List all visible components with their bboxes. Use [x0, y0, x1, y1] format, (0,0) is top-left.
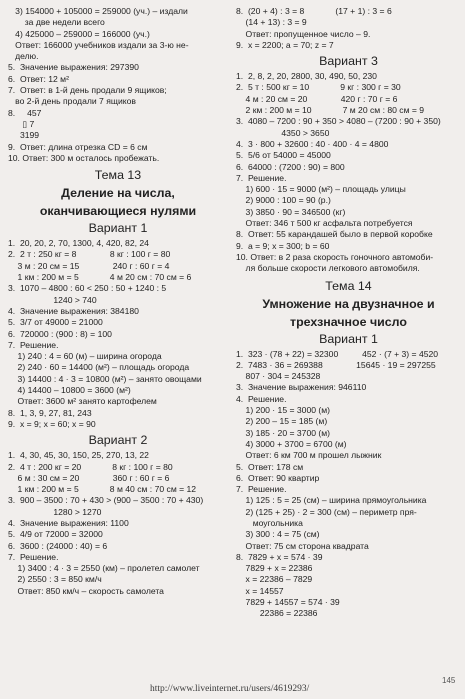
text-line: 4. Значение выражения: 1100 — [8, 517, 129, 528]
text-line: Ответ: 75 см сторона квадрата — [236, 540, 369, 551]
text-line: 22386 = 22386 — [236, 608, 318, 619]
text-line: Ответ: 6 км 700 м прошел лыжник — [236, 450, 382, 461]
text-line: 8. 7829 + x = 574 · 39 — [236, 551, 323, 562]
text-line: 3) 154000 + 105000 = 259000 (уч.) – издали — [8, 6, 188, 16]
topic-title: Деление на числа, — [61, 186, 175, 201]
text-line: 6. 720000 : (900 : 8) = 100 — [8, 328, 112, 339]
watermark-url: http://www.liveinternet.ru/users/4619293/ — [150, 684, 310, 694]
text-line: 8. 457 — [8, 107, 42, 118]
text-line: 4 м : 20 см = 20 420 г : 70 г = 6 — [236, 93, 398, 104]
text-line: 4) 425000 – 259000 = 166000 (уч.) — [8, 28, 150, 39]
text-line: Ответ: 166000 учебников издали за 3-ю не- — [8, 39, 189, 50]
text-line: Ответ: 3600 м² занято картофелем — [8, 396, 157, 407]
text-line: 1) 200 · 15 = 3000 (м) — [236, 405, 331, 416]
topic-title: трехзначное число — [290, 314, 407, 329]
text-line: 1) 600 · 15 = 9000 (м²) – площадь улицы — [236, 184, 406, 195]
text-line: 4350 > 3650 — [236, 127, 330, 138]
text-line: 6. 64000 : (7200 : 90) = 800 — [236, 161, 345, 172]
left-column — [8, 6, 228, 597]
text-line: 1. 323 · (78 + 22) = 32300 452 · (7 + 3) = 4520 — [236, 348, 439, 359]
text-line: 807 · 304 = 245328 — [236, 371, 321, 382]
text-line: моугольника — [236, 517, 303, 528]
text-line: 1) 125 : 5 = 25 (см) – ширина прямоугольника — [236, 495, 427, 506]
text-line: 7. Решение. — [236, 484, 287, 495]
text-line: 3. Значение выражения: 946110 — [236, 382, 367, 393]
text-line: делю. — [8, 51, 39, 62]
text-line: 1. 4, 30, 45, 30, 150, 25, 270, 13, 22 — [8, 450, 149, 461]
text-line: 4. Решение. — [236, 393, 287, 404]
variant-heading: Вариант 1 — [88, 221, 148, 236]
text-line: 3) 300 : 4 = 75 (см) — [236, 529, 320, 540]
text-line: 6 м : 30 см = 20 360 г : 60 г = 6 — [8, 472, 170, 483]
text-line: 2) 200 – 15 = 185 (м) — [236, 416, 328, 427]
variant-heading: Вариант 1 — [319, 331, 378, 346]
text-line: 6. 3600 : (24000 : 40) = 6 — [8, 540, 108, 551]
text-line: 3. 900 – 3500 : 70 + 430 > (900 – 3500 : 70 + 430) — [8, 495, 204, 506]
text-line: 2. 7483 · 36 = 269388 15645 · 19 = 297255 — [236, 359, 436, 370]
text-line: 1) 3400 : 4 · 3 = 2550 (км) – пролетел самолет — [8, 563, 200, 574]
text-line: 9. a = 9; x = 300; b = 60 — [236, 240, 330, 251]
text-line: 3. 1070 – 4800 : 60 < 250 : 50 + 1240 : 5 — [8, 283, 167, 294]
topic-title: оканчивающиеся нулями — [39, 204, 197, 219]
text-line: 8. 1, 3, 9, 27, 81, 243 — [8, 407, 92, 418]
text-line: 1 км : 200 м = 5 4 м 20 см : 70 см = 6 — [8, 272, 192, 283]
text-line: 2) 2550 : 3 = 850 км/ч — [8, 574, 102, 585]
text-line: 7829 + 14557 = 574 · 39 — [236, 597, 340, 608]
text-line: 1) 240 : 4 = 60 (м) – ширина огорода — [8, 351, 162, 362]
text-line: 3) 3850 · 90 = 346500 (кг) — [236, 206, 346, 217]
text-line: 2. 4 т : 200 кг = 20 8 кг : 100 г = 80 — [8, 461, 173, 472]
text-line: 9. x = 9; x = 60; x = 90 — [8, 418, 96, 429]
text-line: 2 км : 200 м = 10 7 м 20 см : 80 см = 9 — [236, 105, 425, 116]
text-line: x = 22386 – 7829 — [236, 574, 313, 585]
topic-heading: Тема 13 — [94, 168, 142, 183]
text-line: 1280 > 1270 — [8, 506, 102, 517]
text-line: 1240 > 740 — [8, 294, 97, 305]
text-line: 2) 9000 : 100 = 90 (р.) — [236, 195, 331, 206]
text-line: ▯ 7 — [8, 118, 35, 129]
text-line: 7829 + x = 22386 — [236, 563, 313, 574]
text-line: 3) 14400 : 4 · 3 = 10800 (м²) – занято овощами — [8, 373, 202, 384]
text-line: 5. 3/7 от 49000 = 21000 — [8, 317, 103, 328]
text-line: 1. 20, 20, 2, 70, 1300, 4, 420, 82, 24 — [8, 238, 149, 249]
text-line: x = 14557 — [236, 585, 284, 596]
right-column — [236, 6, 461, 620]
text-line: 8. Ответ: 55 карандашей было в первой коробке — [236, 229, 433, 240]
variant-heading: Вариант 3 — [319, 54, 378, 69]
text-line: 4. Значение выражения: 384180 — [8, 305, 139, 316]
text-line: 10. Ответ: 300 м осталось пробежать. — [8, 152, 160, 163]
text-line: во 2-й день продали 7 ящиков — [8, 96, 136, 107]
text-line: 7. Ответ: в 1-й день продали 9 ящиков; — [8, 85, 167, 96]
text-line: 5. Ответ: 178 см — [236, 461, 304, 472]
page-number: 145 — [442, 676, 456, 685]
text-line: за две недели всего — [8, 17, 105, 28]
text-line: 3) 185 · 20 = 3700 (м) — [236, 427, 331, 438]
text-line: 9. x = 2200; a = 70; z = 7 — [236, 39, 334, 50]
text-line: 5. Значение выражения: 297390 — [8, 62, 139, 73]
text-line: 8. (20 + 4) : 3 = 8 (17 + 1) : 3 = 6 — [236, 6, 392, 16]
text-line: Ответ: 850 км/ч – скорость самолета — [8, 585, 164, 596]
text-line: ля больше скорости легкового автомобиля. — [236, 263, 420, 274]
text-line: 2) 240 · 60 = 14400 (м²) – площадь огорода — [8, 362, 190, 373]
text-line: Ответ: 346 т 500 кг асфальта потребуется — [236, 218, 413, 229]
text-line: 2) (125 + 25) · 2 = 300 (см) – периметр пря- — [236, 506, 417, 517]
text-line: 3. 4080 – 7200 : 90 + 350 > 4080 – (7200 : 90 + 350) — [236, 116, 441, 127]
text-line: (14 + 13) : 3 = 9 — [236, 17, 307, 28]
text-line: 9. Ответ: длина отрезка CD = 6 см — [8, 141, 148, 152]
text-line: 1. 2, 8, 2, 20, 2800, 30, 490, 50, 230 — [236, 71, 377, 82]
topic-heading: Тема 14 — [325, 278, 372, 293]
text-line: 7. Решение. — [8, 551, 59, 562]
text-line: 10. Ответ: в 2 раза скорость гоночного автомоби- — [236, 251, 434, 262]
text-line: Ответ: пропущенное число – 9. — [236, 28, 371, 39]
text-line: 6. Ответ: 90 квартир — [236, 472, 320, 483]
text-line: 7. Решение. — [8, 339, 59, 350]
text-line: 5. 5/6 от 54000 = 45000 — [236, 150, 331, 161]
text-line: 3199 — [8, 130, 40, 141]
text-line: 6. Ответ: 12 м² — [8, 73, 69, 84]
text-line: 4) 3000 + 3700 = 6700 (м) — [236, 438, 347, 449]
text-line: 2. 2 т : 250 кг = 8 8 кг : 100 г = 80 — [8, 249, 171, 260]
text-line: 2. 5 т : 500 кг = 10 9 кг : 300 г = 30 — [236, 82, 401, 93]
topic-title: Умножение на двузначное и — [262, 296, 435, 311]
text-line: 4. 3 · 800 + 32600 : 40 · 400 · 4 = 4800 — [236, 138, 389, 149]
text-line: 4) 14400 – 10800 = 3600 (м²) — [8, 385, 131, 396]
text-line: 7. Решение. — [236, 172, 287, 183]
text-line: 5. 4/9 от 72000 = 32000 — [8, 529, 103, 540]
variant-heading: Вариант 2 — [88, 433, 148, 448]
text-line: 1 км : 200 м = 5 8 м 40 см : 70 см = 12 — [8, 484, 197, 495]
text-line: 3 м : 20 см = 15 240 г : 60 г = 4 — [8, 260, 170, 271]
